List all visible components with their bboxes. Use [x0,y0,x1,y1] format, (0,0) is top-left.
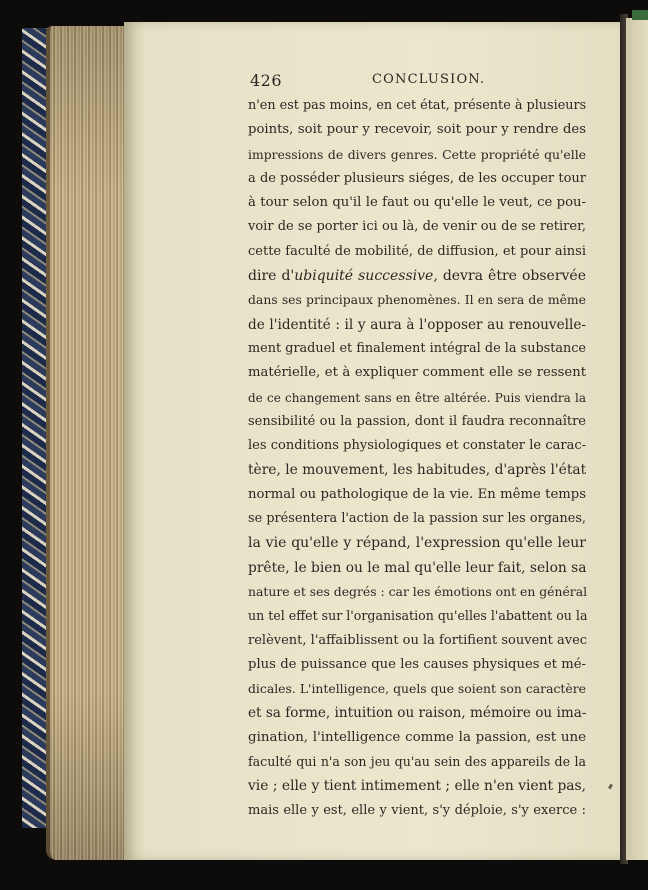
text-line: de ce changement sans en être altérée. Puis viendra la [248,390,586,405]
page-header [250,71,590,93]
text-line: dicales. L'intelligence, quels que soient son caractère [248,681,586,697]
text-line: voir de se porter ici ou là, de venir ou de se retirer, [248,219,586,235]
text-segment: devra être observée [437,268,586,285]
text-segment: dire d' [248,268,295,285]
text-line [248,264,586,288]
text-line: la vie qu'elle y répand, l'expression qu'elle leur [248,535,586,552]
text-line: nature et ses degrés : car les émotions ont en général [248,583,588,599]
text-line: normal ou pathologique de la vie. En même temps [248,486,586,502]
text-line: sensibilité ou la passion, dont il faudra reconnaître [248,413,586,429]
text-line: impressions de divers genres. Cette propriété qu'elle [248,146,586,162]
text-line: dans ses principaux phenomènes. Il en sera de même [248,292,586,308]
facing-page-edge [626,18,648,860]
text-line: tère, le mouvement, les habitudes, d'après l'état [248,462,587,479]
text-line: ment graduel et finalement intégral de la substance [248,340,586,356]
running-head: CONCLUSION. [372,72,486,87]
text-line: relèvent, l'affaiblissent ou la fortifient souvent avec [248,632,588,648]
text-line: plus de puissance que les causes physiques et mé- [248,656,586,672]
page-edges-shadow [46,26,136,860]
text-line: matérielle, et à expliquer comment elle se ressent [248,365,586,381]
text-line: n'en est pas moins, en cet état, présente à plusieurs [248,98,587,113]
body-text [248,94,586,823]
text-line: les conditions physiologiques et constater le carac- [248,438,586,454]
text-line: vie ; elle y tient intimement ; elle n'en vient pas, [248,778,586,795]
text-line: mais elle y est, elle y vient, s'y déploie, s'y exerce : [248,802,586,818]
text-line: a de posséder plusieurs siéges, de les occuper tour [248,170,586,186]
text-line: faculté qui n'a son jeu qu'au sein des appareils de la [248,754,586,770]
text-line: prête, le bien ou le mal qu'elle leur fait, selon sa [248,559,587,576]
italic-phrase: ubiquité successive, [294,268,438,285]
text-line: et sa forme, intuition ou raison, mémoire ou ima- [248,705,587,722]
text-line: points, soit pour y recevoir, soit pour y rendre des [248,122,586,138]
text-line: à tour selon qu'il le faut ou qu'elle le veut, ce pou- [248,195,586,211]
text-line: de l'identité : il y aura à l'opposer au renouvelle- [248,316,586,333]
page-number: 426 [250,71,283,90]
text-line: un tel effet sur l'organisation qu'elles l'abattent ou la [248,608,588,624]
text-line: gination, l'intelligence comme la passion, est une [248,729,586,745]
text-line: cette faculté de mobilité, de diffusion, et pour ainsi [248,243,586,259]
text-line: se présentera l'action de la passion sur les organes, [248,511,586,527]
color-calibration-strip [632,10,648,20]
